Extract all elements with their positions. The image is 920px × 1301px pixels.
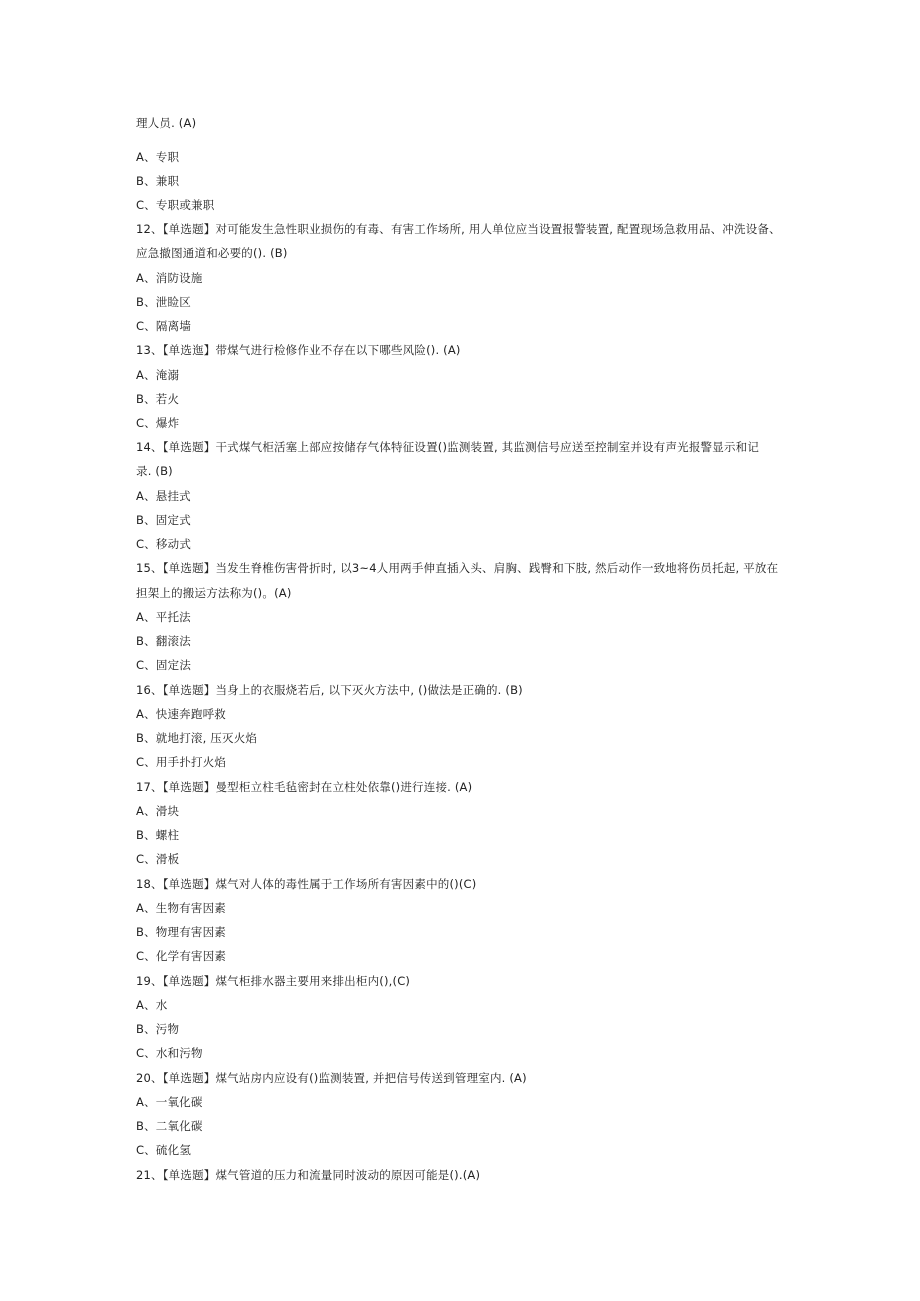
option-line: B、固定式 — [136, 513, 191, 527]
option-line: A、淹溺 — [136, 368, 180, 382]
question-line: 12、【单选题】对可能发生急性职业损伤的有毒、有害工作场所, 用人单位应当设置报警装置, 配置现场急救用品、冲洗设备、 — [136, 222, 781, 236]
option-line: A、滑块 — [136, 804, 180, 818]
option-line: B、翻滚法 — [136, 634, 191, 648]
question-line: 14、【单选题】干式煤气柜活塞上部应按储存气体特征设置()监测装置, 其监测信号应送至控制室并设有声光报警显示和记 — [136, 440, 760, 454]
option-line: B、泄睑区 — [136, 295, 191, 309]
question-line: 15、【单选题】当发生脊椎伤害骨折时, 以3~4人用两手伸直插入头、肩胸、践臀和下肢, 然后动作一致地将伤员托起, 平放在 — [136, 561, 779, 575]
option-line: C、专职或兼职 — [136, 198, 215, 212]
option-line: C、固定法 — [136, 658, 192, 672]
option-line: A、专职 — [136, 150, 180, 164]
option-line: C、隔离墙 — [136, 319, 192, 333]
option-line: B、兼职 — [136, 174, 180, 188]
text-line: 理人员. (A) — [136, 116, 197, 130]
question-line: 录. (B) — [136, 464, 173, 478]
option-line: A、水 — [136, 998, 168, 1012]
option-line: A、消防设施 — [136, 271, 203, 285]
option-line: C、用手扑打火焰 — [136, 755, 227, 769]
option-line: C、硫化氢 — [136, 1143, 192, 1157]
option-line: A、快速奔跑呼救 — [136, 707, 226, 721]
option-line: B、污物 — [136, 1022, 180, 1036]
question-line: 担架上的搬运方法称为()。(A) — [136, 586, 292, 600]
option-line: C、水和污物 — [136, 1046, 203, 1060]
question-line: 13、【单选迤】带煤气进行检修作业不存在以下哪些风险(). (A) — [136, 343, 461, 357]
option-line: B、若火 — [136, 392, 180, 406]
option-line: B、就地打滚, 压灭火焰 — [136, 731, 258, 745]
question-line: 应急撤图通道和必要的(). (B) — [136, 246, 288, 260]
question-line: 19、【单选题】煤气柜排水器主要用来排出柜内(),(C) — [136, 974, 411, 988]
question-line: 16、【单选题】当身上的衣服烧若后, 以下灭火方法中, ()做法是正确的. (B) — [136, 683, 523, 697]
question-line: 20、【单选题】煤气站房内应设有()监测装置, 并把信号传送到管理室内. (A) — [136, 1071, 527, 1085]
question-line: 18、【单选题】煤气对人体的毒性属于工作场所有害因素中的()(C) — [136, 877, 477, 891]
option-line: B、二氧化碳 — [136, 1119, 203, 1133]
option-line: A、悬挂式 — [136, 489, 191, 503]
option-line: B、物理有害因素 — [136, 925, 226, 939]
question-line: 21、【单选题】煤气管道的压力和流量同时波动的原因可能是().(A) — [136, 1168, 481, 1182]
question-line: 17、【单选题】曼型柜立柱毛毡密封在立柱处依靠()进行连接. (A) — [136, 780, 473, 794]
option-line: C、移动式 — [136, 537, 192, 551]
option-line: B、螺柱 — [136, 828, 180, 842]
option-line: A、平托法 — [136, 610, 191, 624]
option-line: C、爆炸 — [136, 416, 180, 430]
option-line: A、一氧化碳 — [136, 1095, 203, 1109]
option-line: C、化学有害因素 — [136, 949, 227, 963]
option-line: C、滑板 — [136, 852, 180, 866]
option-line: A、生物有害因素 — [136, 901, 226, 915]
